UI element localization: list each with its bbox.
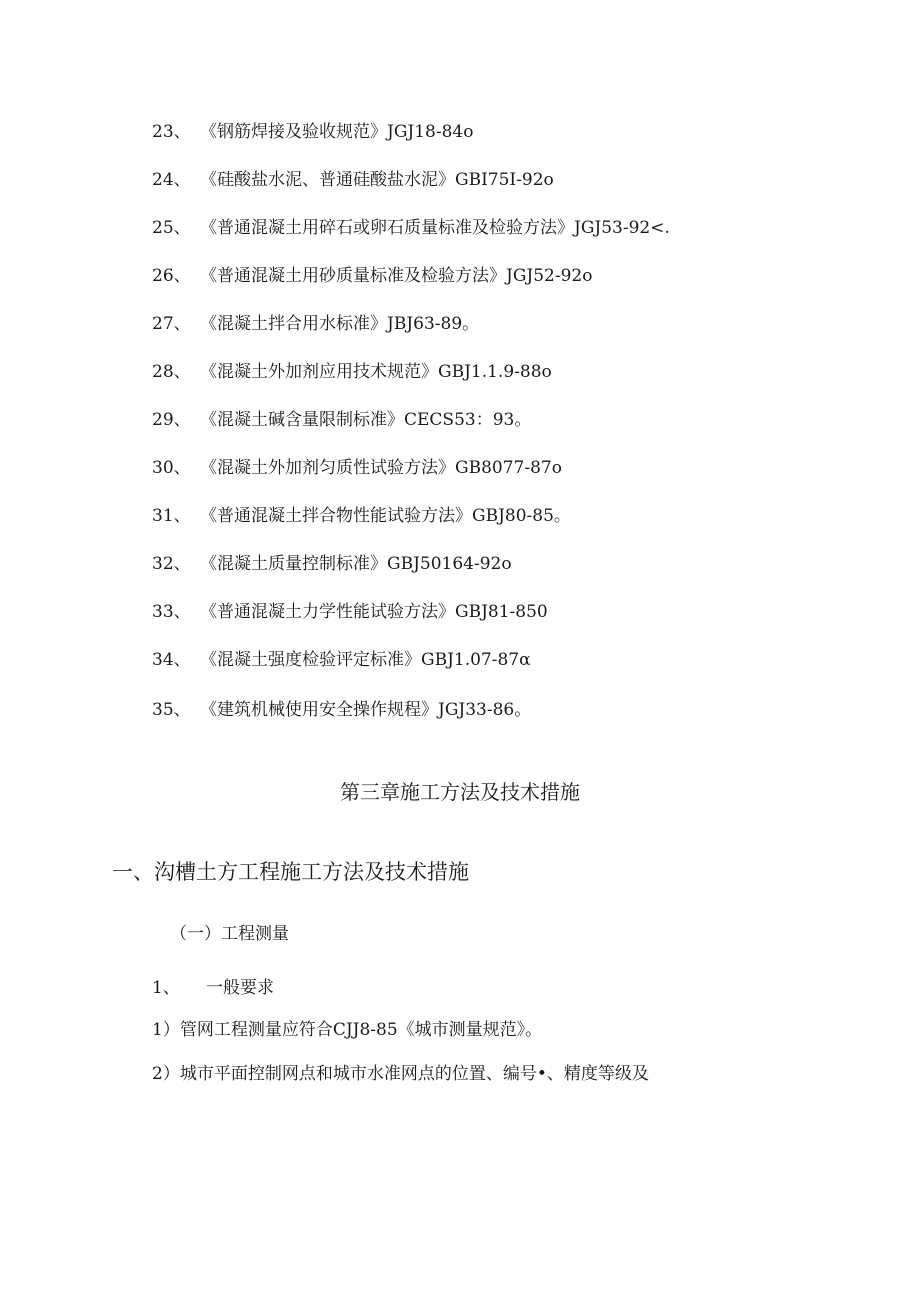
reference-number: 28、 bbox=[152, 362, 191, 382]
reference-item bbox=[152, 168, 554, 192]
reference-item bbox=[152, 552, 512, 576]
reference-text: 《混凝土外加剂应用技术规范》GBJ1.1.9-88o bbox=[200, 362, 552, 382]
reference-number: 32、 bbox=[152, 554, 191, 574]
list-item-text: 一般要求 bbox=[206, 978, 274, 998]
reference-number: 26、 bbox=[152, 266, 191, 286]
reference-number: 24、 bbox=[152, 170, 191, 190]
reference-text: 《普通混凝土拌合物性能试验方法》GBJ80-85。 bbox=[200, 506, 571, 526]
reference-text: 《普通混凝土力学性能试验方法》GBJ81-850 bbox=[200, 602, 548, 622]
list-item bbox=[152, 976, 274, 1000]
reference-item bbox=[152, 264, 592, 288]
reference-number: 35、 bbox=[152, 700, 191, 720]
section-title: 一、沟槽土方工程施工方法及技术措施 bbox=[112, 860, 469, 884]
reference-number: 33、 bbox=[152, 602, 191, 622]
reference-text: 《混凝土质量控制标准》GBJ50164-92o bbox=[200, 554, 512, 574]
subsection-title: （一）工程测量 bbox=[170, 924, 289, 944]
reference-item bbox=[152, 216, 670, 240]
reference-item bbox=[152, 648, 531, 672]
reference-text: 《普通混凝土用砂质量标准及检验方法》JGJ52-92o bbox=[200, 266, 593, 286]
reference-item bbox=[152, 698, 531, 722]
reference-text: 《混凝土碱含量限制标准》CECS53：93。 bbox=[200, 410, 532, 430]
reference-number: 25、 bbox=[152, 218, 191, 238]
reference-item bbox=[152, 312, 479, 336]
reference-number: 34、 bbox=[152, 650, 191, 670]
reference-number: 30、 bbox=[152, 458, 191, 478]
reference-number: 27、 bbox=[152, 314, 191, 334]
reference-text: 《普通混凝土用碎石或卵石质量标准及检验方法》JGJ53-92<. bbox=[200, 218, 670, 238]
paragraph: 1）管网工程测量应符合CJJ8-85《城市测量规范》。 bbox=[152, 1020, 543, 1040]
reference-text: 《硅酸盐水泥、普通硅酸盐水泥》GBI75I-92o bbox=[200, 170, 554, 190]
reference-item bbox=[152, 456, 562, 480]
reference-text: 《建筑机械使用安全操作规程》JGJ33-86。 bbox=[200, 700, 532, 720]
list-item-number: 1、 bbox=[152, 978, 180, 998]
chapter-title: 第三章施工方法及技术措施 bbox=[340, 780, 580, 804]
reference-item bbox=[152, 600, 548, 624]
paragraph: 2）城市平面控制网点和城市水准网点的位置、编号•、精度等级及 bbox=[152, 1064, 649, 1084]
reference-text: 《混凝土外加剂匀质性试验方法》GB8077-87o bbox=[200, 458, 562, 478]
reference-number: 23、 bbox=[152, 122, 191, 142]
reference-item bbox=[152, 360, 552, 384]
reference-number: 31、 bbox=[152, 506, 191, 526]
reference-item bbox=[152, 408, 531, 432]
reference-text: 《混凝土拌合用水标准》JBJ63-89。 bbox=[200, 314, 480, 334]
reference-text: 《钢筋焊接及验收规范》JGJ18-84o bbox=[200, 122, 474, 142]
reference-number: 29、 bbox=[152, 410, 191, 430]
reference-item bbox=[152, 504, 571, 528]
reference-text: 《混凝土强度检验评定标准》GBJ1.07-87α bbox=[200, 650, 531, 670]
reference-item bbox=[152, 120, 473, 144]
